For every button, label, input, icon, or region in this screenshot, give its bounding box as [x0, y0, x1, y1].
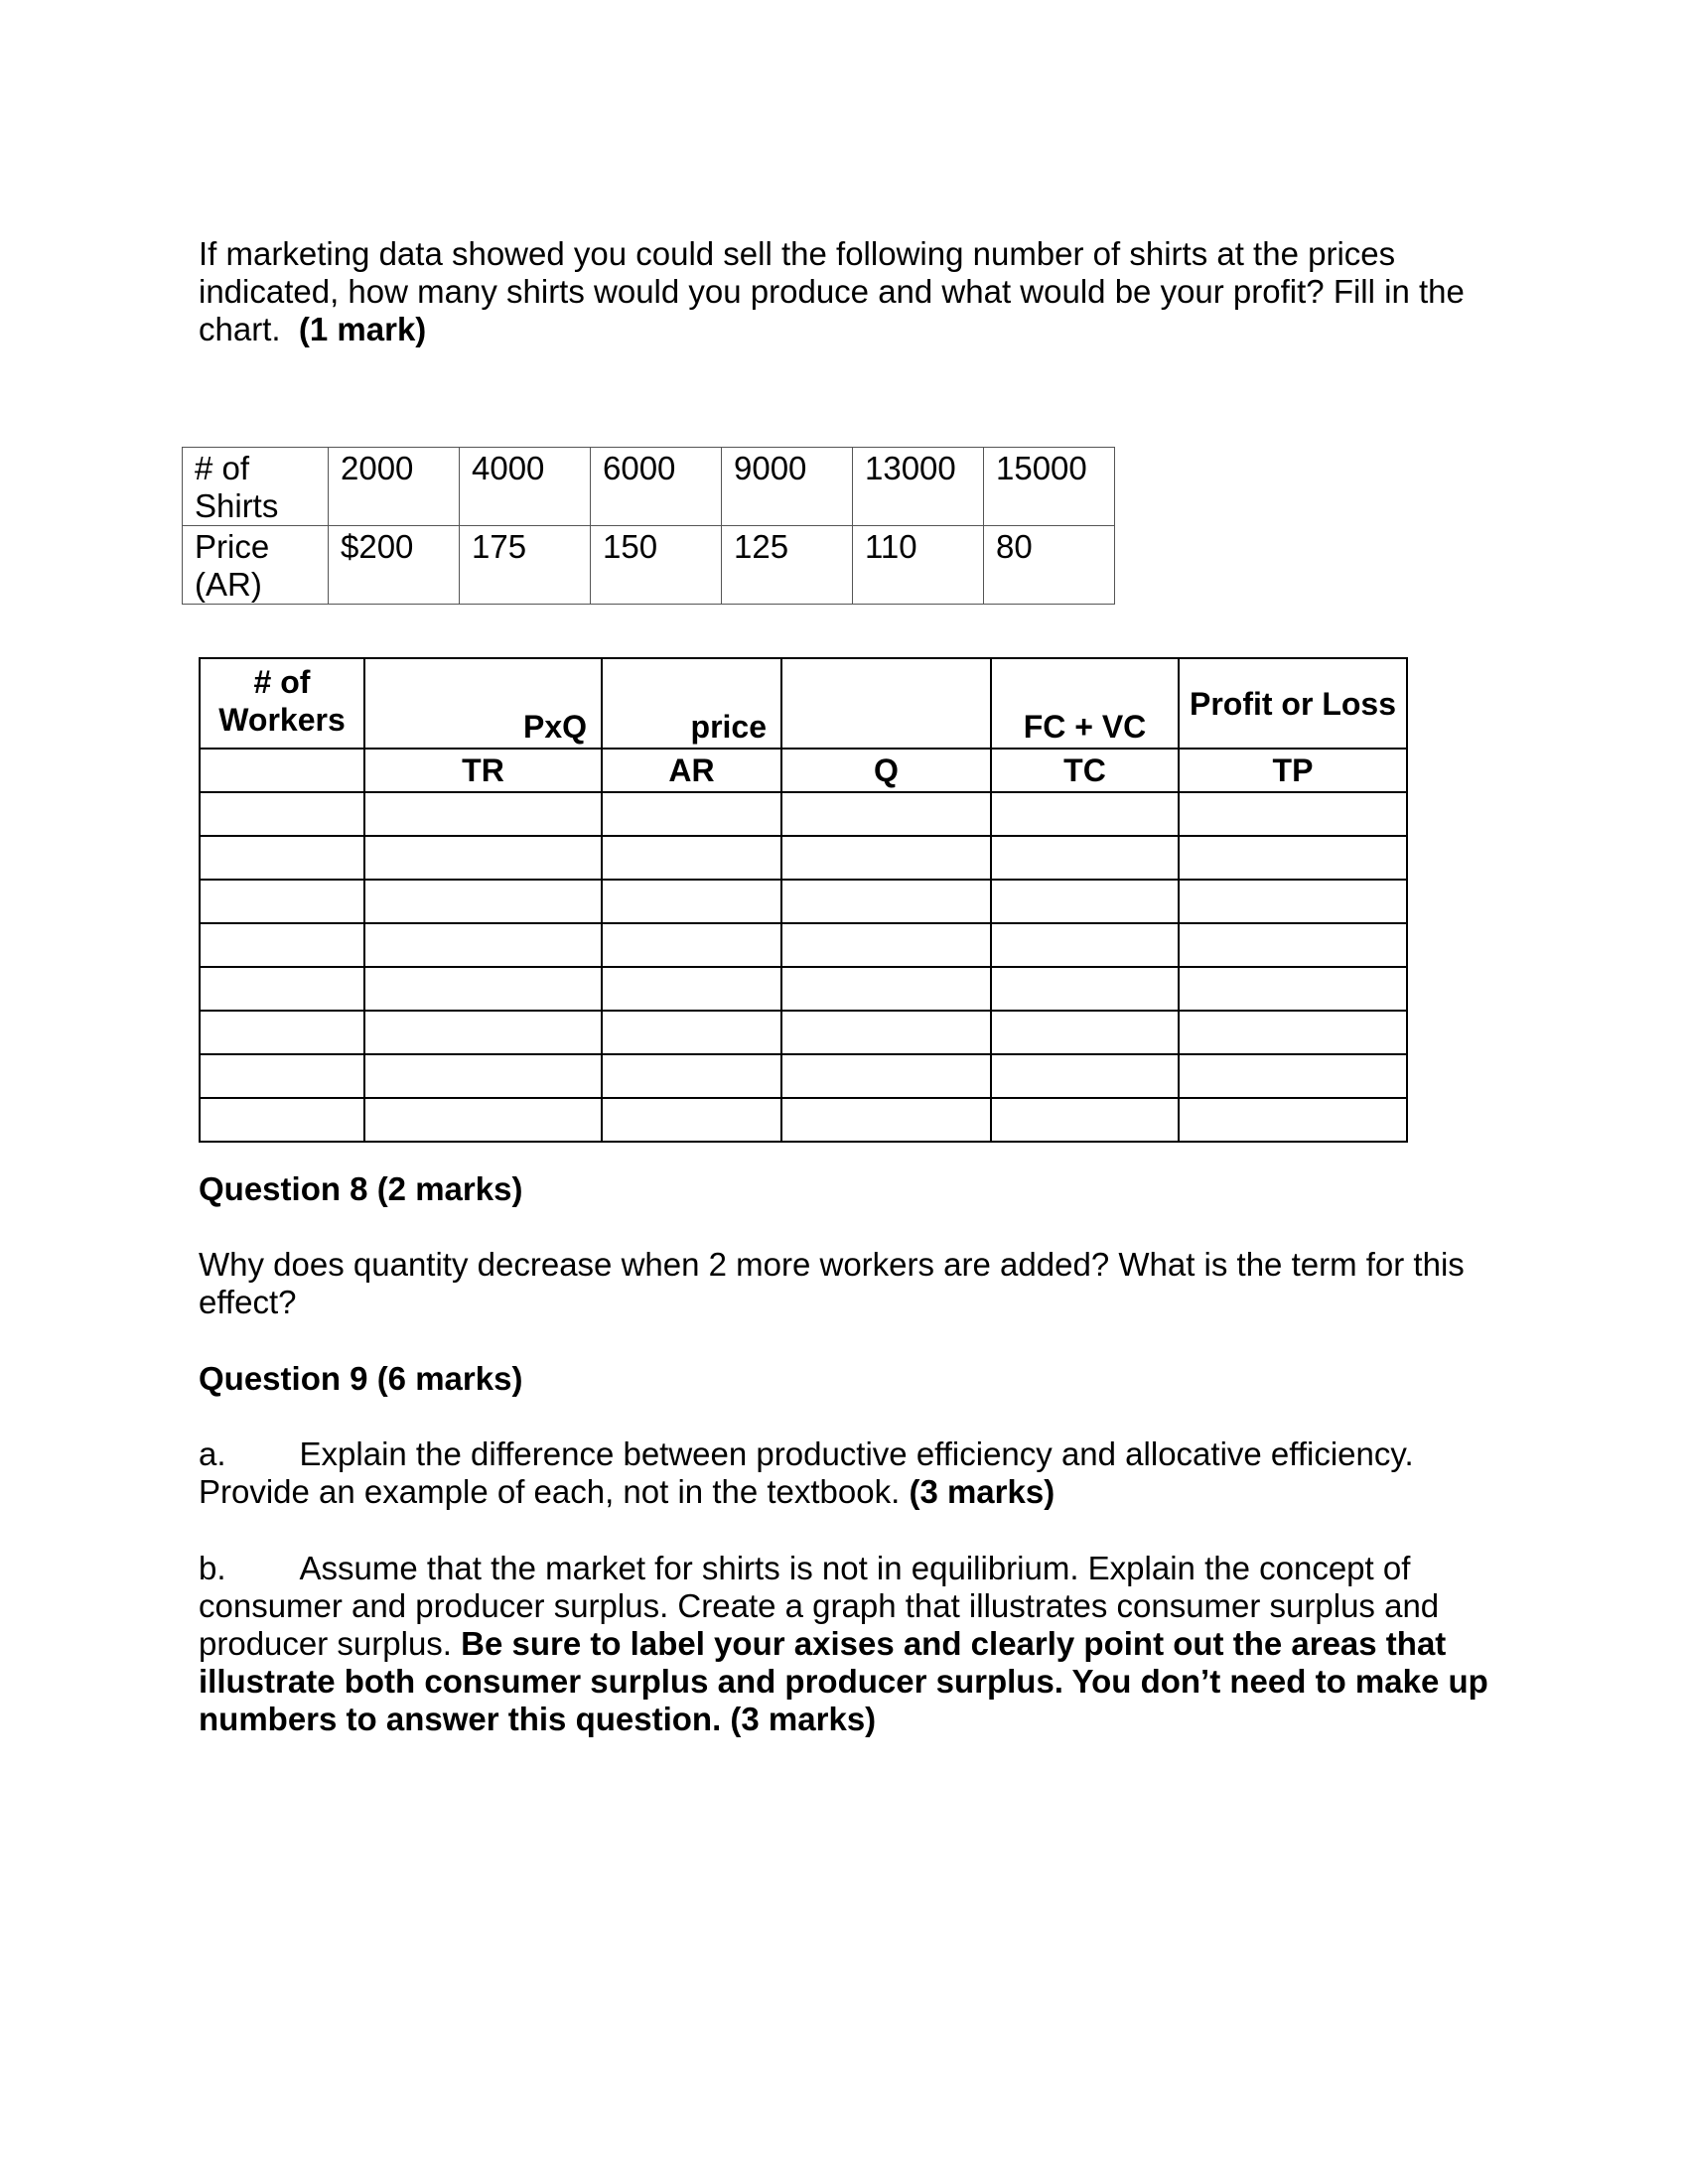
fill-row: [200, 880, 1407, 923]
shirts-value: 9000: [722, 448, 853, 526]
shirts-row: [183, 448, 1115, 526]
price-value: $200: [329, 526, 460, 605]
ar-label: AR: [602, 749, 781, 792]
fill-cell[interactable]: [1179, 880, 1407, 923]
price-value: 175: [460, 526, 591, 605]
fill-cell[interactable]: [602, 836, 781, 880]
intro-text: If marketing data showed you could sell the following number of shirts at the prices indicated, how many shirts would you produce and what would be your profit? Fill in the chart.: [199, 235, 1465, 347]
tp-label: TP: [1179, 749, 1407, 792]
ar-formula: price: [602, 658, 781, 749]
fill-cell[interactable]: [602, 967, 781, 1011]
fill-cell[interactable]: [1179, 836, 1407, 880]
fill-label-row: [200, 749, 1407, 792]
fill-cell[interactable]: [991, 967, 1179, 1011]
fill-cell[interactable]: [200, 1098, 364, 1142]
fill-cell[interactable]: [364, 1054, 602, 1098]
fill-cell[interactable]: [364, 792, 602, 836]
demand-table: [182, 447, 1115, 605]
fill-row: [200, 1054, 1407, 1098]
fill-cell[interactable]: [1179, 923, 1407, 967]
fill-cell[interactable]: [1179, 1011, 1407, 1054]
fill-cell[interactable]: [991, 1011, 1179, 1054]
fill-cell[interactable]: [781, 1054, 991, 1098]
tr-formula: PxQ: [364, 658, 602, 749]
profit-header: Profit or Loss: [1179, 658, 1407, 749]
fill-cell[interactable]: [602, 923, 781, 967]
tr-label: TR: [364, 749, 602, 792]
fill-cell[interactable]: [602, 1098, 781, 1142]
shirts-value: 15000: [984, 448, 1115, 526]
fill-cell[interactable]: [991, 1098, 1179, 1142]
fill-cell[interactable]: [781, 792, 991, 836]
price-value: 125: [722, 526, 853, 605]
fill-cell[interactable]: [200, 1011, 364, 1054]
workers-label-cell[interactable]: [200, 749, 364, 792]
fill-cell[interactable]: [364, 967, 602, 1011]
question-8-title: Question 8 (2 marks): [199, 1170, 523, 1207]
price-value: 80: [984, 526, 1115, 605]
fill-row: [200, 1011, 1407, 1054]
fill-cell[interactable]: [781, 1098, 991, 1142]
tc-formula: FC + VC: [991, 658, 1179, 749]
q-label: Q: [781, 749, 991, 792]
fill-cell[interactable]: [602, 1011, 781, 1054]
fill-row: [200, 1098, 1407, 1142]
fill-header-row: [200, 658, 1407, 749]
price-row: [183, 526, 1115, 605]
fill-cell[interactable]: [991, 923, 1179, 967]
fill-cell[interactable]: [364, 923, 602, 967]
question-9-title: Question 9 (6 marks): [199, 1360, 523, 1397]
fill-cell[interactable]: [991, 792, 1179, 836]
price-value: 110: [853, 526, 984, 605]
fill-cell[interactable]: [364, 1011, 602, 1054]
q9b-bold-text: Be sure to label your axises and clearly point out the areas that illustrate both consumer surplus and producer surplus. You don’t need to make up numbers to answer this question. (3 marks): [199, 1625, 1488, 1737]
fill-cell[interactable]: [1179, 1054, 1407, 1098]
fill-in-table: [199, 657, 1408, 1143]
fill-row: [200, 923, 1407, 967]
fill-cell[interactable]: [781, 1011, 991, 1054]
fill-cell[interactable]: [200, 836, 364, 880]
fill-cell[interactable]: [1179, 967, 1407, 1011]
q9a-mark: (3 marks): [909, 1473, 1055, 1510]
fill-cell[interactable]: [1179, 792, 1407, 836]
question-9a: [199, 1435, 1489, 1511]
fill-cell[interactable]: [781, 880, 991, 923]
question-9b: [199, 1550, 1489, 1738]
fill-cell[interactable]: [200, 880, 364, 923]
q9b-letter: b.: [199, 1550, 226, 1586]
fill-cell[interactable]: [200, 923, 364, 967]
shirts-value: 6000: [591, 448, 722, 526]
q-formula-cell: [781, 658, 991, 749]
question-8-text: Why does quantity decrease when 2 more workers are added? What is the term for this effect?: [199, 1246, 1465, 1320]
fill-cell[interactable]: [602, 1054, 781, 1098]
fill-cell[interactable]: [602, 792, 781, 836]
shirts-value: 2000: [329, 448, 460, 526]
fill-cell[interactable]: [602, 880, 781, 923]
fill-cell[interactable]: [991, 880, 1179, 923]
fill-cell[interactable]: [364, 1098, 602, 1142]
fill-row: [200, 836, 1407, 880]
workers-header: # of Workers: [200, 658, 364, 749]
fill-cell[interactable]: [781, 836, 991, 880]
fill-cell[interactable]: [200, 967, 364, 1011]
intro-mark: (1 mark): [298, 311, 427, 347]
tc-label: TC: [991, 749, 1179, 792]
fill-cell[interactable]: [781, 967, 991, 1011]
shirts-label: # of Shirts: [183, 448, 329, 526]
fill-row: [200, 967, 1407, 1011]
q9a-letter: a.: [199, 1435, 226, 1472]
price-label: Price (AR): [183, 526, 329, 605]
price-value: 150: [591, 526, 722, 605]
intro-paragraph: [199, 235, 1489, 348]
shirts-value: 13000: [853, 448, 984, 526]
fill-cell[interactable]: [364, 880, 602, 923]
fill-cell[interactable]: [200, 1054, 364, 1098]
fill-cell[interactable]: [991, 836, 1179, 880]
fill-row: [200, 792, 1407, 836]
fill-cell[interactable]: [364, 836, 602, 880]
fill-cell[interactable]: [991, 1054, 1179, 1098]
q9a-text: Explain the difference between productive efficiency and allocative efficiency. Provide an example of each, not in the textbook.: [199, 1435, 1414, 1510]
fill-cell[interactable]: [1179, 1098, 1407, 1142]
fill-cell[interactable]: [200, 792, 364, 836]
q9b-text: Assume that the market for shirts is not in equilibrium. Explain the concept of consumer and producer surplus. Create a graph that illustrates consumer surplus and producer surplus.: [199, 1550, 1440, 1662]
fill-cell[interactable]: [781, 923, 991, 967]
shirts-value: 4000: [460, 448, 591, 526]
